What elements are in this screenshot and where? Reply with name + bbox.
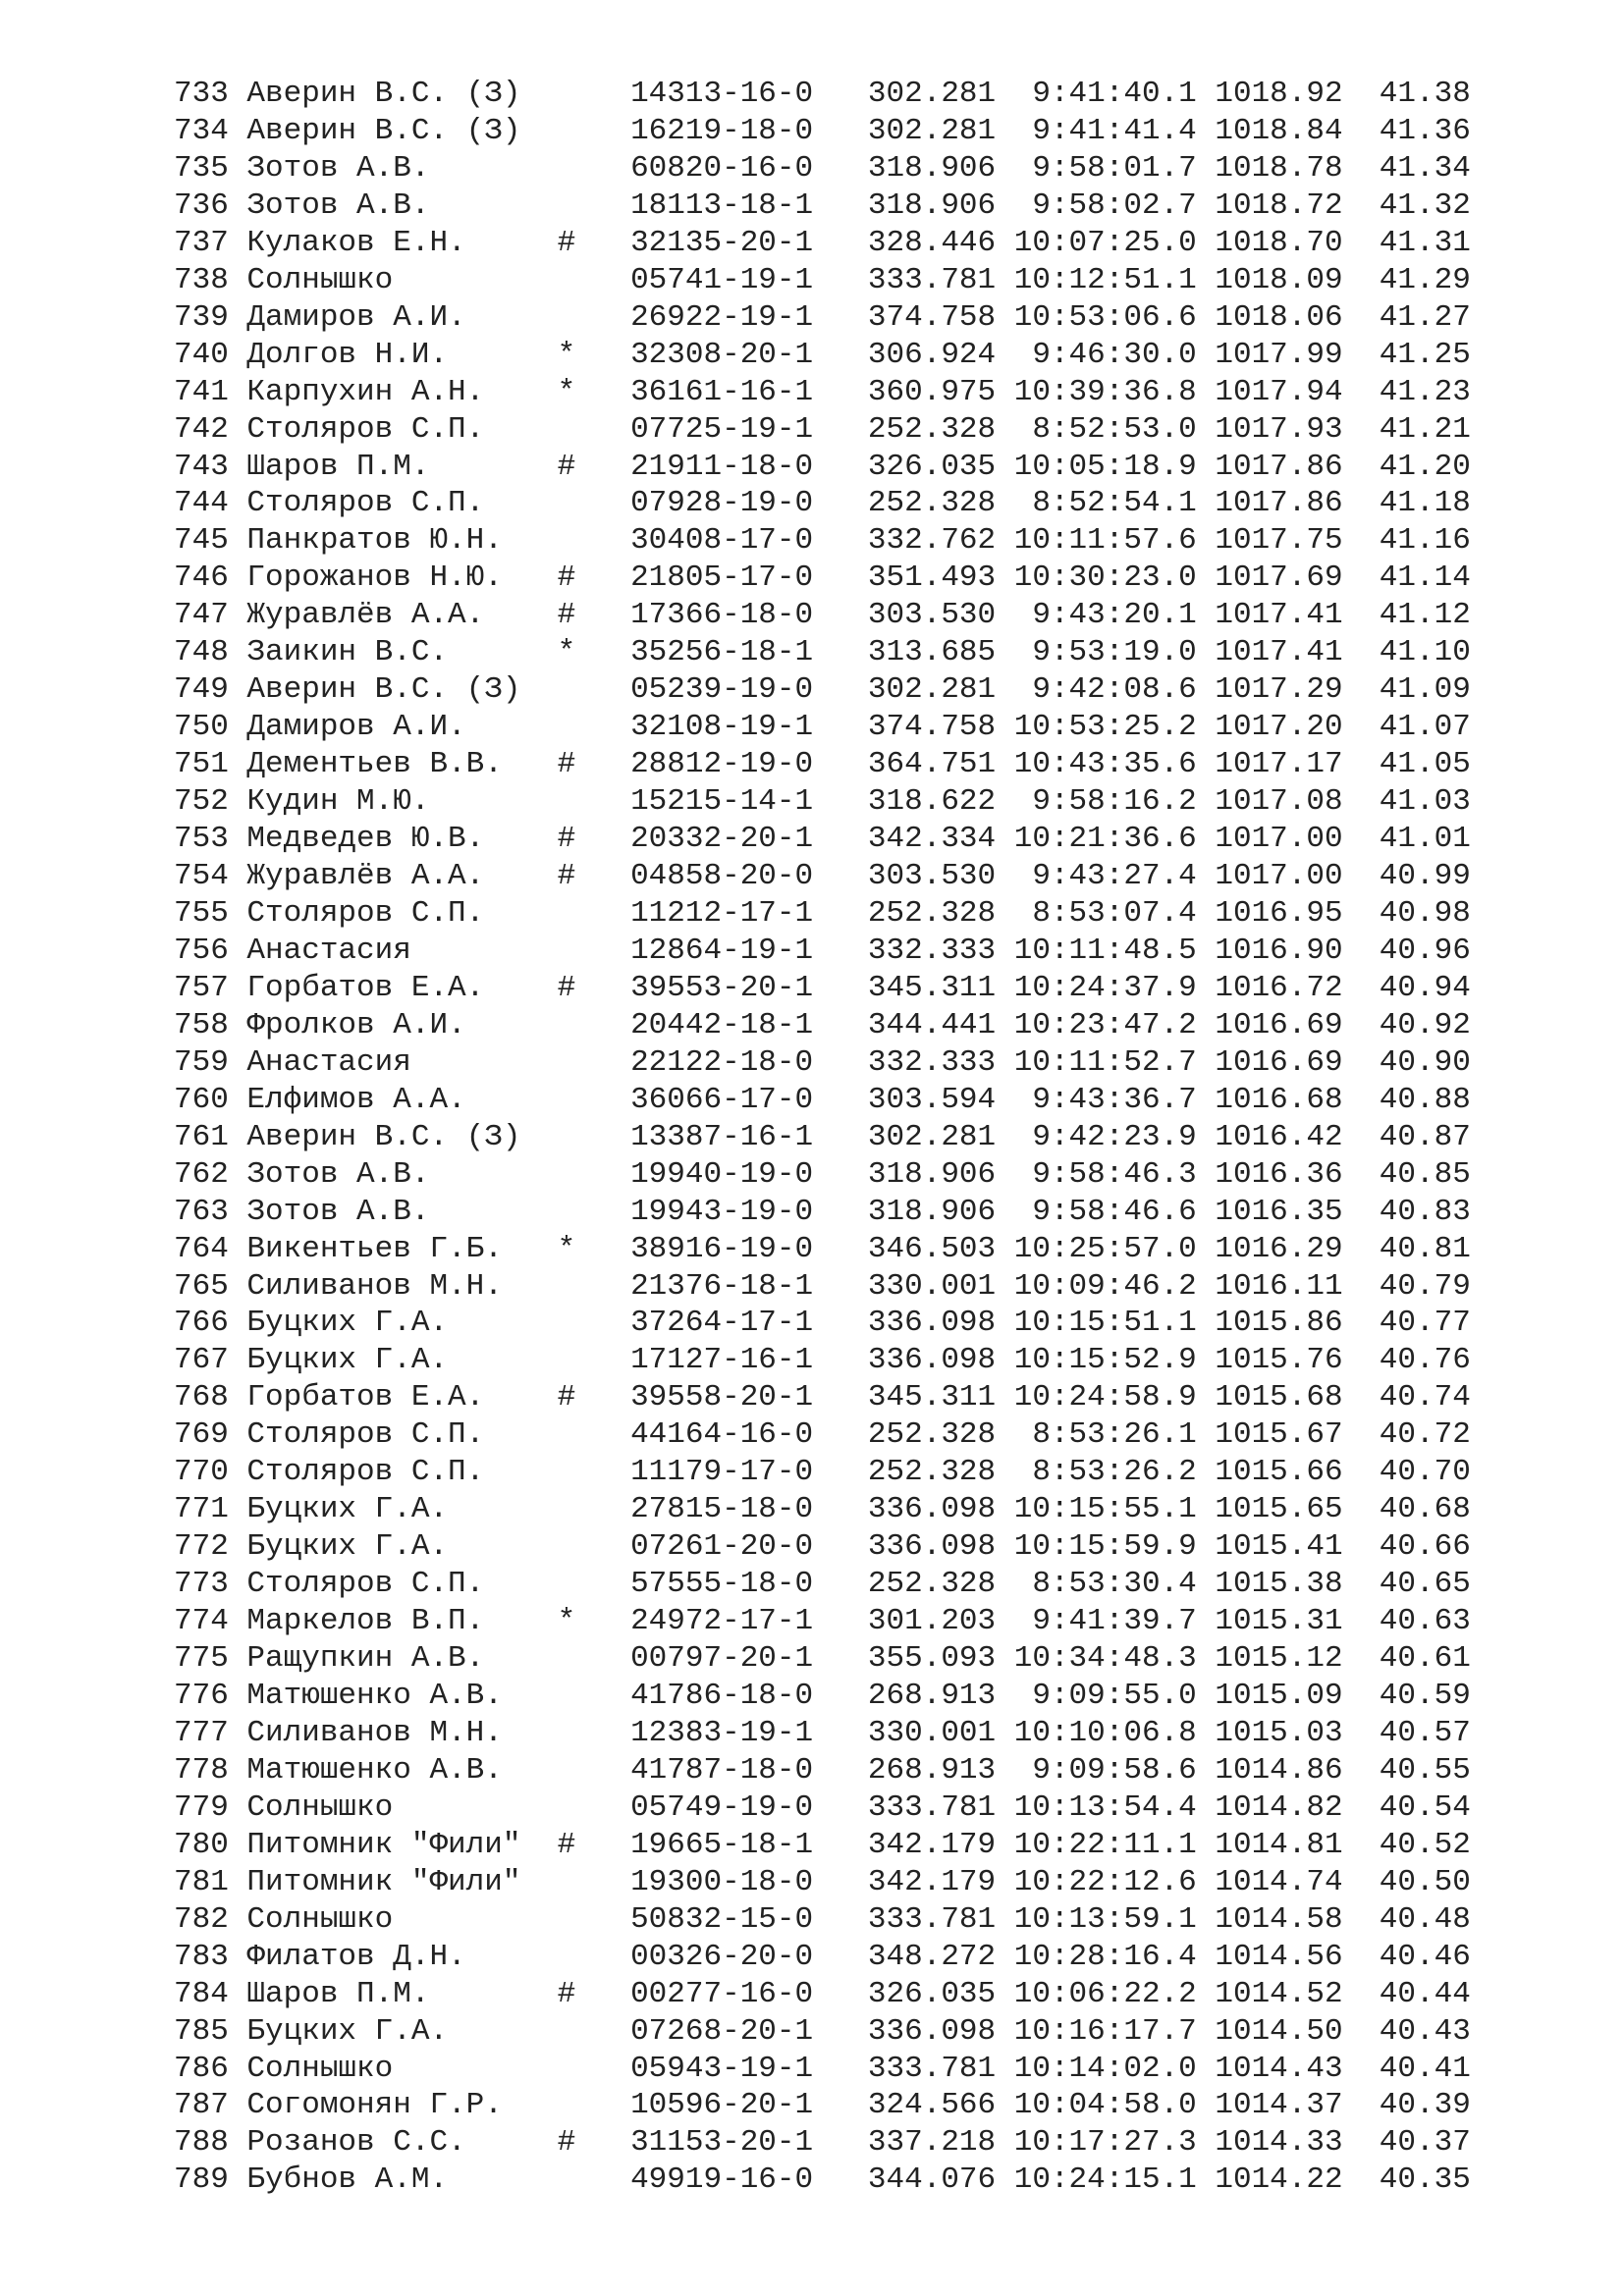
result-row: 762 Зотов А.В. 19940-19-0 318.906 9:58:46.3 1016.36 40.85	[174, 1156, 1471, 1192]
result-row: 735 Зотов А.В. 60820-16-0 318.906 9:58:01.7 1018.78 41.34	[174, 150, 1471, 186]
result-row: 746 Горожанов Н.Ю. # 21805-17-0 351.493 10:30:23.0 1017.69 41.14	[174, 561, 1471, 596]
result-row: 769 Столяров С.П. 44164-16-0 252.328 8:53:26.1 1015.67 40.72	[174, 1417, 1471, 1453]
result-row: 742 Столяров С.П. 07725-19-1 252.328 8:52:53.0 1017.93 41.21	[174, 411, 1471, 447]
result-row: 775 Ращупкин А.В. 00797-20-1 355.093 10:34:48.3 1015.12 40.61	[174, 1641, 1471, 1677]
result-row: 761 Аверин В.С. (З) 13387-16-1 302.281 9:42:23.9 1016.42 40.87	[174, 1119, 1471, 1154]
result-row: 782 Солнышко 50832-15-0 333.781 10:13:59.1 1014.58 40.48	[174, 1901, 1471, 1937]
result-row: 737 Кулаков Е.Н. # 32135-20-1 328.446 10:07:25.0 1018.70 41.31	[174, 225, 1471, 260]
result-row: 780 Питомник "Фили" # 19665-18-1 342.179 10:22:11.1 1014.81 40.52	[174, 1827, 1471, 1862]
result-row: 739 Дамиров А.И. 26922-19-1 374.758 10:53:06.6 1018.06 41.27	[174, 299, 1471, 335]
result-row: 744 Столяров С.П. 07928-19-0 252.328 8:52:54.1 1017.86 41.18	[174, 486, 1471, 521]
result-row: 733 Аверин В.С. (З) 14313-16-0 302.281 9:41:40.1 1018.92 41.38	[174, 77, 1471, 111]
result-row: 745 Панкратов Ю.Н. 30408-17-0 332.762 10:11:57.6 1017.75 41.16	[174, 523, 1471, 559]
result-row: 754 Журавлёв А.А. # 04858-20-0 303.530 9:43:27.4 1017.00 40.99	[174, 859, 1471, 894]
result-row: 752 Кудин М.Ю. 15215-14-1 318.622 9:58:16.2 1017.08 41.03	[174, 784, 1471, 820]
result-row: 787 Согомонян Г.Р. 10596-20-1 324.566 10:04:58.0 1014.37 40.39	[174, 2088, 1471, 2123]
result-row: 747 Журавлёв А.А. # 17366-18-0 303.530 9:43:20.1 1017.41 41.12	[174, 598, 1471, 633]
result-row: 765 Силиванов М.Н. 21376-18-1 330.001 10:09:46.2 1016.11 40.79	[174, 1268, 1471, 1304]
result-row: 764 Викентьев Г.Б. * 38916-19-0 346.503 10:25:57.0 1016.29 40.81	[174, 1231, 1471, 1266]
result-row: 788 Розанов С.С. # 31153-20-1 337.218 10:17:27.3 1014.33 40.37	[174, 2125, 1471, 2161]
result-row: 738 Солнышко 05741-19-1 333.781 10:12:51.1 1018.09 41.29	[174, 262, 1471, 297]
result-row: 777 Силиванов М.Н. 12383-19-1 330.001 10:10:06.8 1015.03 40.57	[174, 1715, 1471, 1750]
result-row: 767 Буцких Г.А. 17127-16-1 336.098 10:15:52.9 1015.76 40.76	[174, 1343, 1471, 1378]
result-row: 771 Буцких Г.А. 27815-18-0 336.098 10:15:55.1 1015.65 40.68	[174, 1492, 1471, 1527]
result-row: 750 Дамиров А.И. 32108-19-1 374.758 10:53:25.2 1017.20 41.07	[174, 710, 1471, 745]
result-row: 774 Маркелов В.П. * 24972-17-1 301.203 9:41:39.7 1015.31 40.63	[174, 1604, 1471, 1639]
result-row: 772 Буцких Г.А. 07261-20-0 336.098 10:15:59.9 1015.41 40.66	[174, 1529, 1471, 1565]
result-row: 776 Матюшенко А.В. 41786-18-0 268.913 9:09:55.0 1015.09 40.59	[174, 1678, 1471, 1713]
result-row: 740 Долгов Н.И. * 32308-20-1 306.924 9:46:30.0 1017.99 41.25	[174, 337, 1471, 372]
result-row: 751 Дементьев В.В. # 28812-19-0 364.751 10:43:35.6 1017.17 41.05	[174, 747, 1471, 782]
result-row: 734 Аверин В.С. (З) 16219-18-0 302.281 9:41:41.4 1018.84 41.36	[174, 113, 1471, 148]
result-row: 736 Зотов А.В. 18113-18-1 318.906 9:58:02.7 1018.72 41.32	[174, 187, 1471, 223]
result-row: 781 Питомник "Фили" 19300-18-0 342.179 10:22:12.6 1014.74 40.50	[174, 1864, 1471, 1899]
results-table	[174, 76, 1471, 2199]
result-row: 784 Шаров П.М. # 00277-16-0 326.035 10:06:22.2 1014.52 40.44	[174, 1976, 1471, 2011]
result-row: 748 Заикин В.С. * 35256-18-1 313.685 9:53:19.0 1017.41 41.10	[174, 635, 1471, 670]
result-row: 743 Шаров П.М. # 21911-18-0 326.035 10:05:18.9 1017.86 41.20	[174, 449, 1471, 484]
result-row: 755 Столяров С.П. 11212-17-1 252.328 8:53:07.4 1016.95 40.98	[174, 895, 1471, 931]
result-row: 789 Бубнов А.М. 49919-16-0 344.076 10:24:15.1 1014.22 40.35	[174, 2163, 1471, 2198]
result-row: 779 Солнышко 05749-19-0 333.781 10:13:54.4 1014.82 40.54	[174, 1789, 1471, 1825]
result-row: 749 Аверин В.С. (З) 05239-19-0 302.281 9:42:08.6 1017.29 41.09	[174, 672, 1471, 708]
result-row: 770 Столяров С.П. 11179-17-0 252.328 8:53:26.2 1015.66 40.70	[174, 1455, 1471, 1490]
result-row: 785 Буцких Г.А. 07268-20-1 336.098 10:16:17.7 1014.50 40.43	[174, 2013, 1471, 2049]
result-row: 778 Матюшенко А.В. 41787-18-0 268.913 9:09:58.6 1014.86 40.55	[174, 1752, 1471, 1788]
result-row: 763 Зотов А.В. 19943-19-0 318.906 9:58:46.6 1016.35 40.83	[174, 1194, 1471, 1229]
result-row: 786 Солнышко 05943-19-1 333.781 10:14:02.0 1014.43 40.41	[174, 2051, 1471, 2086]
result-row: 758 Фролков А.И. 20442-18-1 344.441 10:23:47.2 1016.69 40.92	[174, 1007, 1471, 1042]
result-row: 768 Горбатов Е.А. # 39558-20-1 345.311 10:24:58.9 1015.68 40.74	[174, 1380, 1471, 1415]
result-row: 760 Елфимов А.А. 36066-17-0 303.594 9:43:36.7 1016.68 40.88	[174, 1082, 1471, 1117]
result-row: 783 Филатов Д.Н. 00326-20-0 348.272 10:28:16.4 1014.56 40.46	[174, 1939, 1471, 1974]
result-row: 759 Анастасия 22122-18-0 332.333 10:11:52.7 1016.69 40.90	[174, 1044, 1471, 1080]
result-row: 773 Столяров С.П. 57555-18-0 252.328 8:53:30.4 1015.38 40.65	[174, 1567, 1471, 1602]
result-row: 753 Медведев Ю.В. # 20332-20-1 342.334 10:21:36.6 1017.00 41.01	[174, 822, 1471, 857]
result-row: 766 Буцких Г.А. 37264-17-1 336.098 10:15:51.1 1015.86 40.77	[174, 1306, 1471, 1341]
result-row: 741 Карпухин А.Н. * 36161-16-1 360.975 10:39:36.8 1017.94 41.23	[174, 374, 1471, 409]
result-row: 757 Горбатов Е.А. # 39553-20-1 345.311 10:24:37.9 1016.72 40.94	[174, 970, 1471, 1005]
result-row: 756 Анастасия 12864-19-1 332.333 10:11:48.5 1016.90 40.96	[174, 933, 1471, 968]
